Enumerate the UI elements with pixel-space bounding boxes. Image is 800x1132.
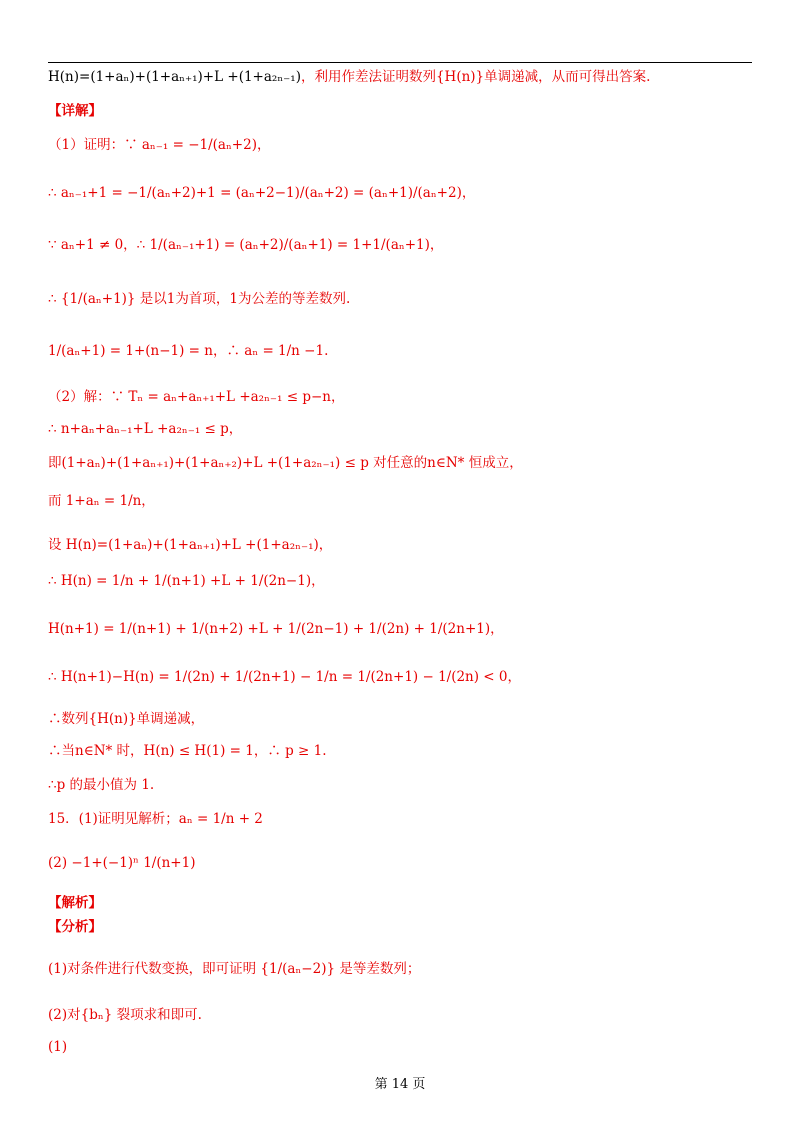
line-text: ，利用作差法证明数列{H(n)}单调递减，从而可得出答案. — [300, 69, 651, 85]
text-line: (1) — [48, 1039, 68, 1055]
text-line: 而 1+aₙ = 1/n， — [48, 493, 155, 509]
text-line: ∵ aₙ+1 ≠ 0，∴ 1/(aₙ₋₁+1) = (aₙ+2)/(aₙ+1) = 1+1/(aₙ+1)， — [48, 237, 444, 253]
text-line: ∴当n∈N* 时，H(n) ≤ H(1) = 1，∴ p ≥ 1. — [48, 743, 327, 759]
section-heading: 【解析】 — [48, 895, 102, 911]
section-heading: 【详解】 — [48, 103, 102, 119]
answer-line: 15．(1)证明见解析；aₙ = 1/n + 2 — [48, 811, 263, 827]
top-rule — [48, 62, 752, 63]
text-line: H(n+1) = 1/(n+1) + 1/(n+2) +L + 1/(2n−1) + 1/(2n) + 1/(2n+1)， — [48, 621, 504, 637]
text-line: ∴ aₙ₋₁+1 = −1/(aₙ+2)+1 = (aₙ+2−1)/(aₙ+2) = (aₙ+1)/(aₙ+2)， — [48, 185, 476, 201]
text-line: ∴ n+aₙ+aₙ₋₁+L +a₂ₙ₋₁ ≤ p， — [48, 421, 243, 437]
text-line: ∴ H(n) = 1/n + 1/(n+1) +L + 1/(2n−1)， — [48, 573, 325, 589]
page-number: 第 14 页 — [374, 1077, 426, 1092]
text-line: 即(1+aₙ)+(1+aₙ₊₁)+(1+aₙ₊₂)+L +(1+a₂ₙ₋₁) ≤ p 对任意的n∈N* 恒成立， — [48, 455, 523, 471]
section-heading: 【分析】 — [48, 919, 102, 935]
text-line: 1/(aₙ+1) = 1+(n−1) = n，∴ aₙ = 1/n −1. — [48, 343, 329, 359]
formula: H(n)=(1+aₙ)+(1+aₙ₊₁)+L +(1+a₂ₙ₋₁) — [48, 69, 301, 85]
text-line: ∴ {1/(aₙ+1)} 是以1为首项，1为公差的等差数列. — [48, 291, 351, 307]
text-line: 设 H(n)=(1+aₙ)+(1+aₙ₊₁)+L +(1+a₂ₙ₋₁)， — [48, 537, 333, 553]
text-line: （1）证明：∵ aₙ₋₁ = −1/(aₙ+2)， — [48, 137, 271, 153]
text-line: ∴数列{H(n)}单调递减， — [48, 711, 205, 727]
text-line: (2)对{bₙ} 裂项求和即可. — [48, 1007, 202, 1023]
text-line: (1)对条件进行代数变换，即可证明 {1/(aₙ−2)} 是等差数列； — [48, 961, 421, 977]
text-line: ∴ H(n+1)−H(n) = 1/(2n) + 1/(2n+1) − 1/n = 1/(2n+1) − 1/(2n) < 0， — [48, 669, 522, 685]
answer-line: (2) −1+(−1)ⁿ 1/(n+1) — [48, 855, 196, 871]
text-line: ∴p 的最小值为 1. — [48, 777, 155, 793]
text-line: （2）解：∵ Tₙ = aₙ+aₙ₊₁+L +a₂ₙ₋₁ ≤ p−n， — [48, 389, 345, 405]
text-line — [48, 66, 650, 88]
